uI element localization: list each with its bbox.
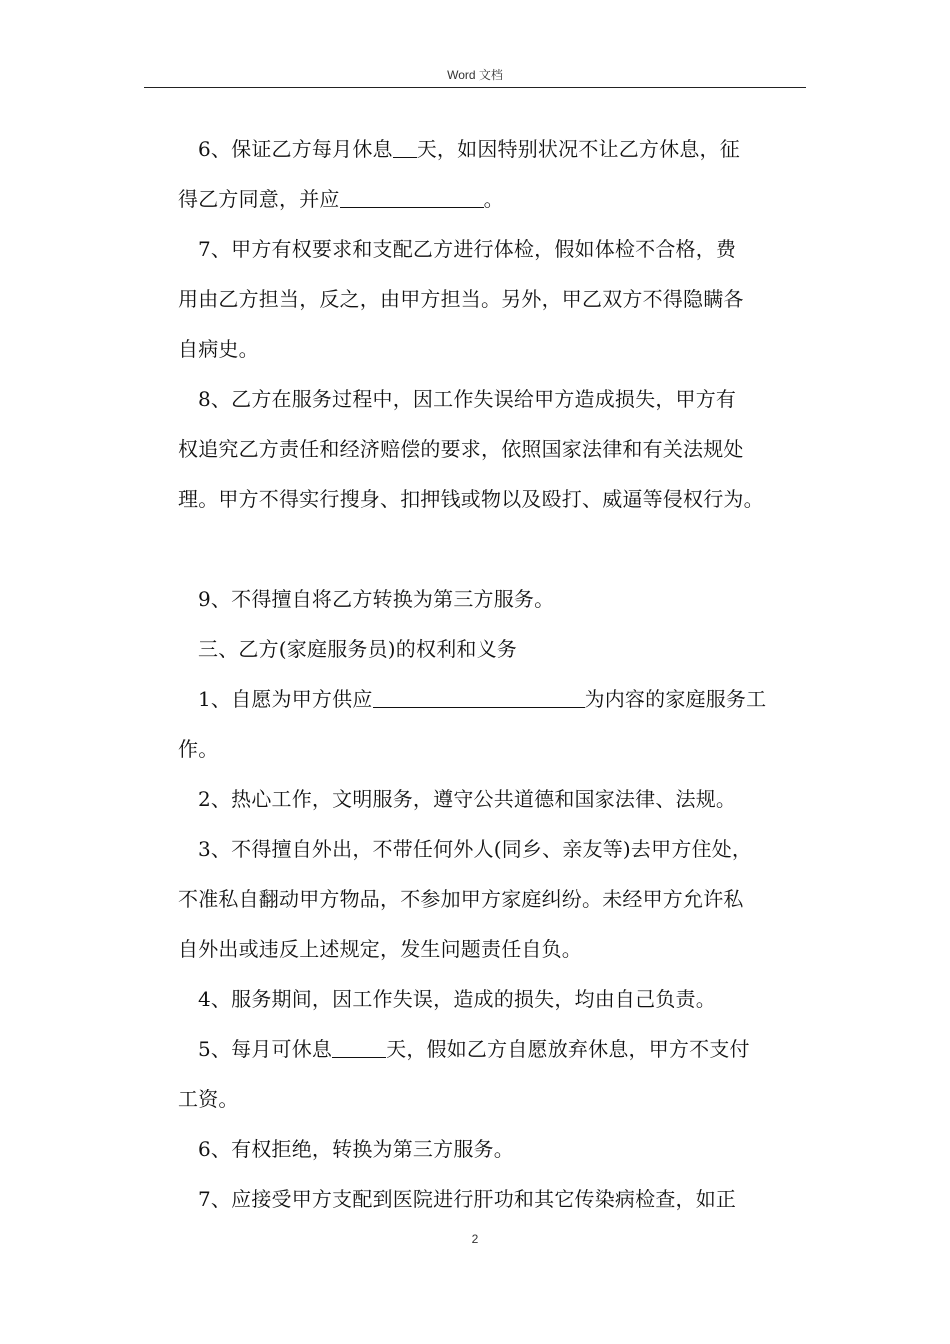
text-run: 用由乙方担当，反之，由甲方担当。另外，甲乙双方不得隐瞒各 (178, 287, 744, 311)
text-run: 6、有权拒绝，转换为第三方服务。 (198, 1137, 514, 1161)
clause-line (178, 774, 828, 824)
clause-line (178, 424, 828, 474)
text-run: 2、热心工作，文明服务，遵守公共道德和国家法律、法规。 (198, 787, 737, 811)
clause-line (178, 474, 828, 524)
clause-line (178, 174, 828, 224)
page-header: Word 文档 (447, 68, 503, 82)
text-run: 6、保证乙方每月休息 (198, 137, 393, 161)
text-run: 为内容的家庭服务工 (584, 687, 767, 711)
paragraph-spacer (178, 524, 828, 574)
text-run: 作。 (178, 737, 219, 761)
clause-line (178, 224, 828, 274)
text-run: 4、服务期间，因工作失误，造成的损失，均由自己负责。 (198, 987, 716, 1011)
clause-line (178, 674, 828, 724)
text-run: 工资。 (178, 1087, 239, 1111)
clause-line (178, 1074, 828, 1124)
clause-line (178, 574, 828, 624)
clause-line (178, 324, 828, 374)
text-run: 7、应接受甲方支配到医院进行肝功和其它传染病检查，如正 (198, 1187, 737, 1211)
text-run: 自病史。 (178, 337, 259, 361)
text-run: 天，如因特别状况不让乙方休息，征 (416, 137, 740, 161)
fill-in-blank (332, 1039, 386, 1058)
clause-line (178, 874, 828, 924)
text-run: 3、不得擅自外出，不带任何外人(同乡、亲友等)去甲方住处， (198, 837, 753, 861)
section-heading (178, 624, 828, 674)
clause-line (178, 824, 828, 874)
text-run: 。 (483, 187, 504, 211)
document-body (178, 124, 828, 1224)
fill-in-blank (393, 139, 417, 158)
fill-in-blank (373, 689, 585, 708)
clause-line (178, 1124, 828, 1174)
page-number: 2 (471, 1232, 479, 1246)
clause-line (178, 374, 828, 424)
text-run: 9、不得擅自将乙方转换为第三方服务。 (198, 587, 555, 611)
text-run: 理。甲方不得实行搜身、扣押钱或物以及殴打、威逼等侵权行为。 (178, 487, 764, 511)
text-run: 自外出或违反上述规定，发生问题责任自负。 (178, 937, 582, 961)
clause-line (178, 974, 828, 1024)
text-run: 5、每月可休息 (198, 1037, 333, 1061)
clause-line (178, 1024, 828, 1074)
clause-line (178, 1174, 828, 1224)
text-run: 天，假如乙方自愿放弃休息，甲方不支付 (386, 1037, 750, 1061)
clause-line (178, 924, 828, 974)
clause-line (178, 724, 828, 774)
fill-in-blank (340, 189, 484, 208)
text-run: 得乙方同意，并应 (178, 187, 340, 211)
header-divider (144, 87, 806, 88)
text-run: 7、甲方有权要求和支配乙方进行体检，假如体检不合格，费 (198, 237, 737, 261)
text-run: 三、乙方(家庭服务员)的权利和义务 (198, 637, 518, 661)
text-run: 不准私自翻动甲方物品，不参加甲方家庭纠纷。未经甲方允许私 (178, 887, 744, 911)
text-run: 权追究乙方责任和经济赔偿的要求，依照国家法律和有关法规处 (178, 437, 744, 461)
text-run: 1、自愿为甲方供应 (198, 687, 373, 711)
clause-line (178, 124, 828, 174)
text-run: 8、乙方在服务过程中，因工作失误给甲方造成损失，甲方有 (198, 387, 737, 411)
clause-line (178, 274, 828, 324)
